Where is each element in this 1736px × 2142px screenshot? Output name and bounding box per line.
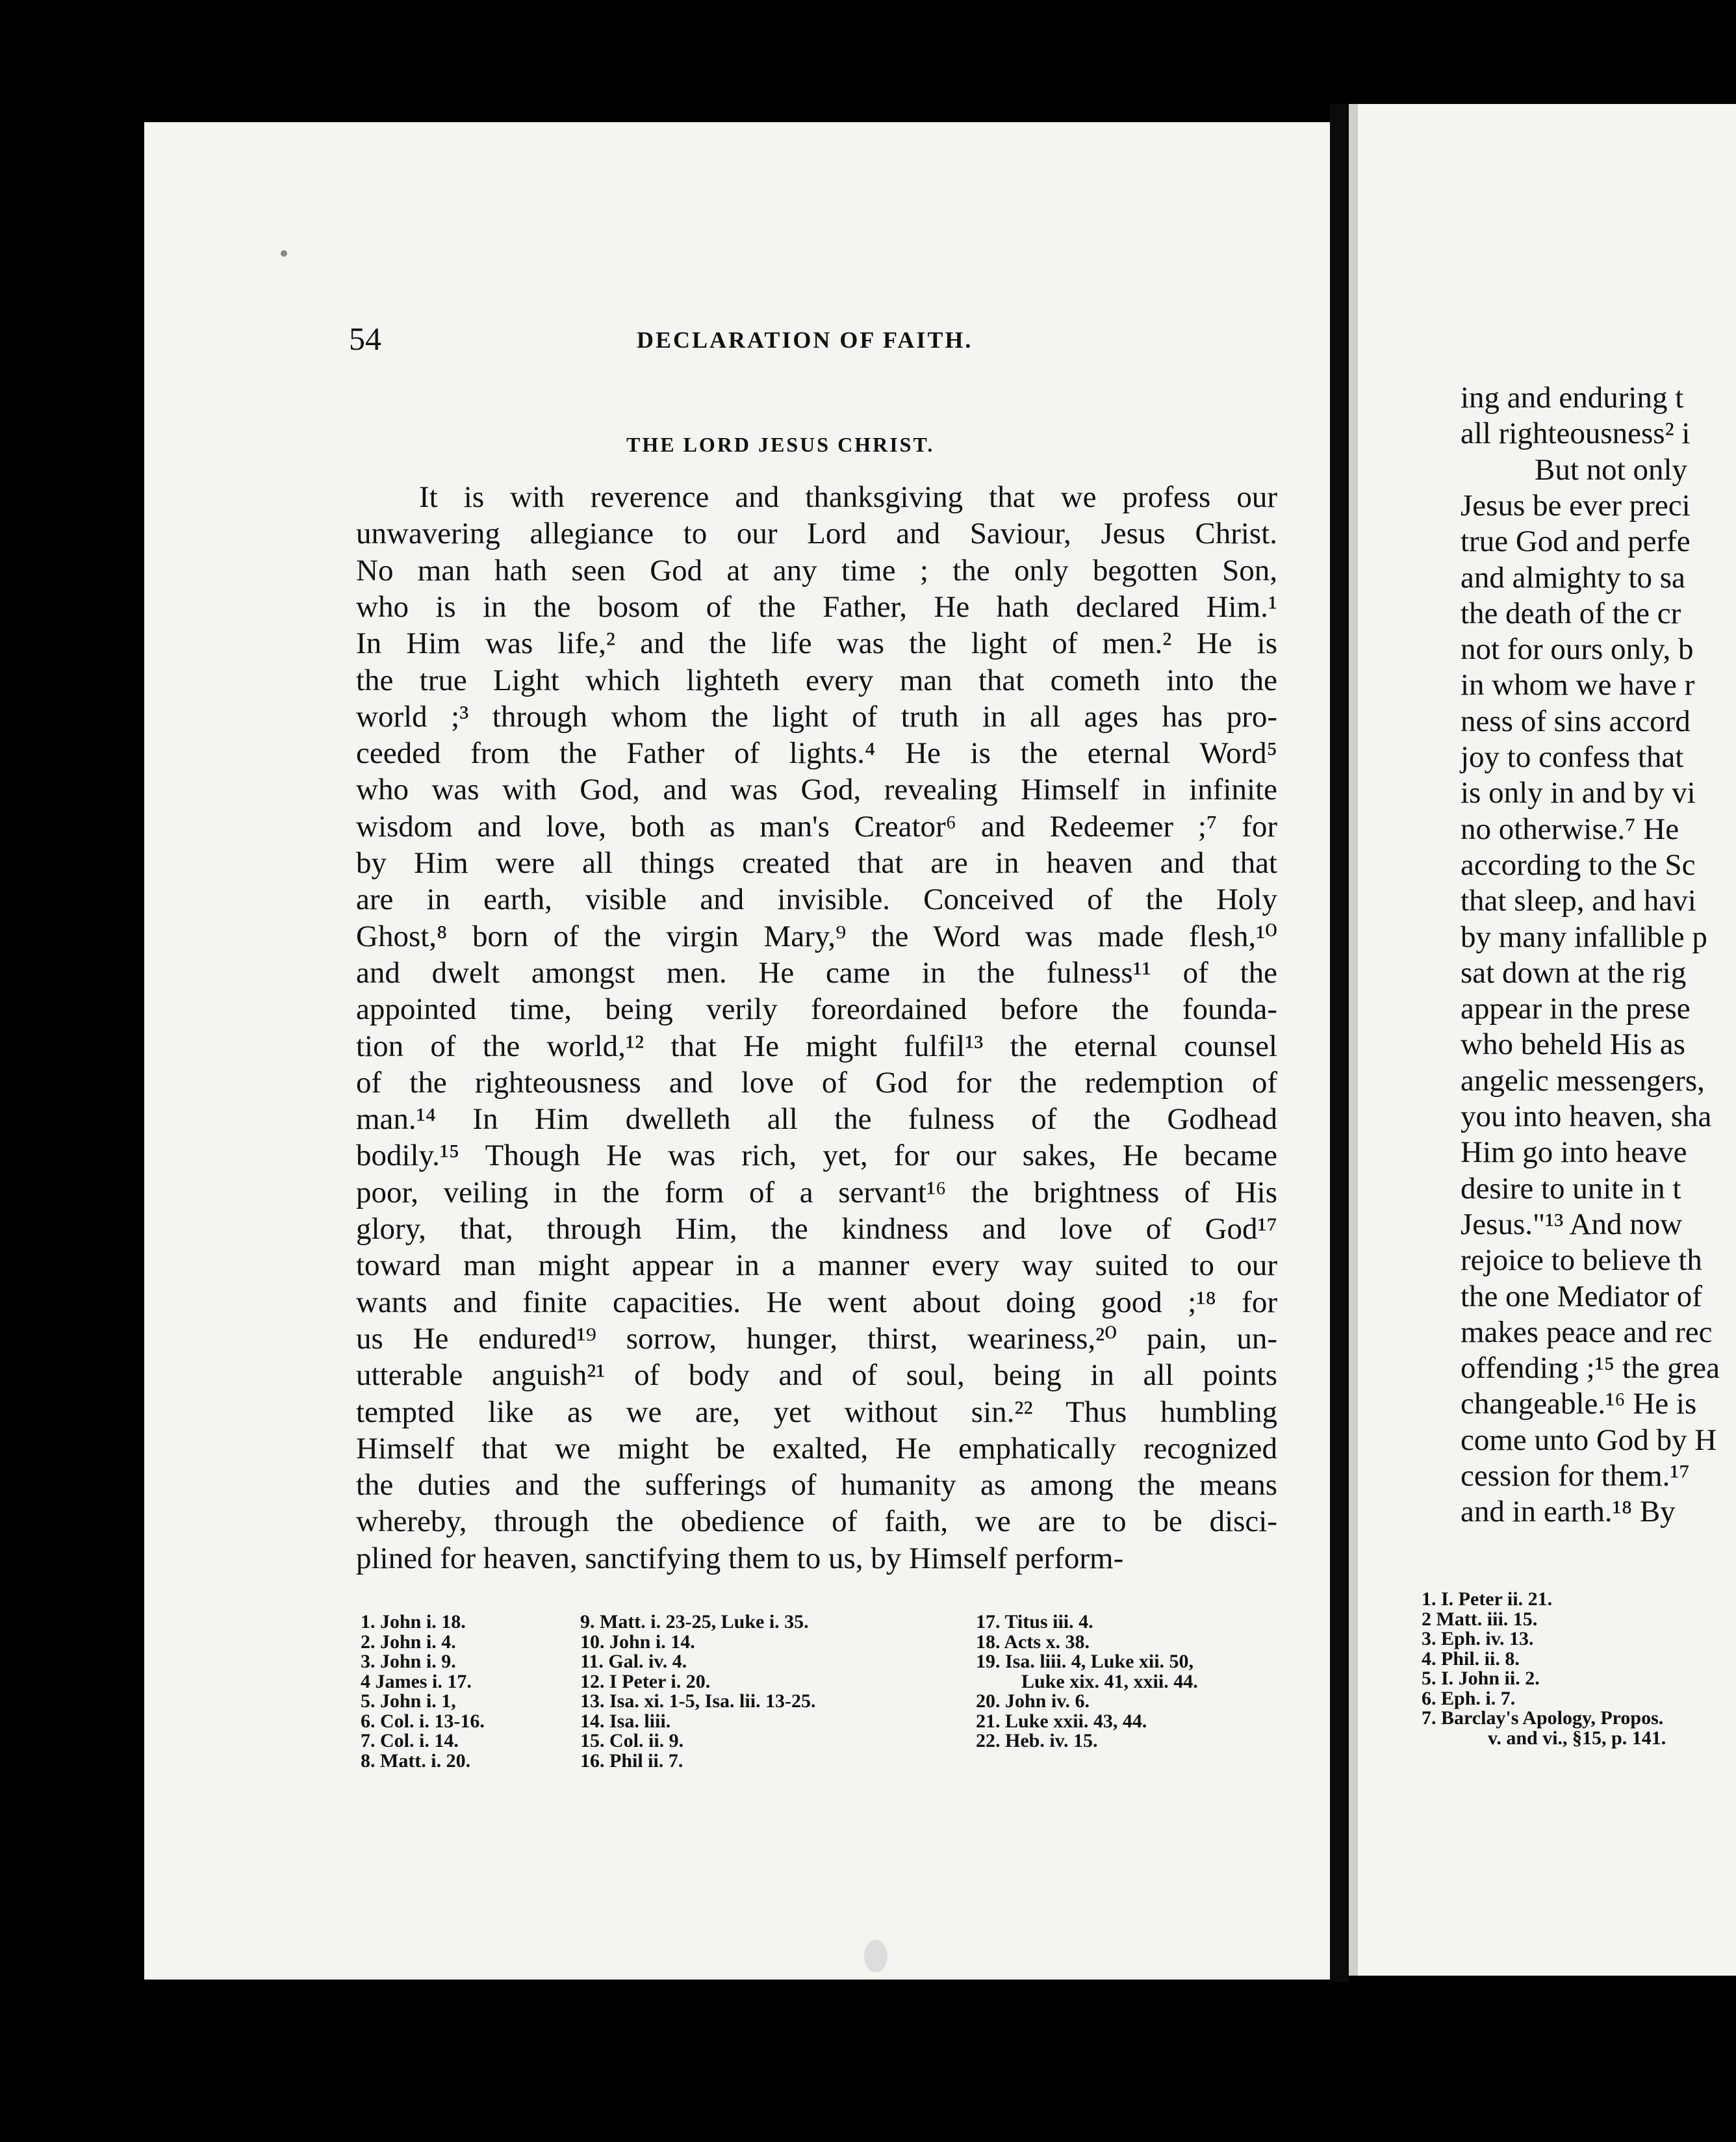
body-line: whereby, through the obedience of faith, we are to be disci- <box>356 1504 1277 1539</box>
body-line: not for ours only, b <box>1461 632 1694 667</box>
footnote: 7. Barclay's Apology, Propos. <box>1422 1707 1664 1729</box>
body-line: the death of the cr <box>1461 596 1681 630</box>
body-line: us He endured¹⁹ sorrow, hunger, thirst, weariness,²⁰ pain, un- <box>356 1321 1277 1356</box>
footnote: 2 Matt. iii. 15. <box>1422 1608 1538 1630</box>
page-edge-shadow <box>1349 104 1358 1976</box>
body-line: appointed time, being verily foreordained before the founda- <box>356 992 1277 1027</box>
body-line: joy to confess that <box>1461 740 1684 774</box>
body-line: man.¹⁴ In Him dwelleth all the fulness of the Godhead <box>356 1102 1277 1137</box>
footnote: 22. Heb. iv. 15. <box>976 1730 1098 1751</box>
footnote: 4. Phil. ii. 8. <box>1422 1647 1520 1670</box>
body-line: bodily.¹⁵ Though He was rich, yet, for our sakes, He became <box>356 1139 1277 1173</box>
footnote: Luke xix. 41, xxii. 44. <box>1021 1670 1198 1692</box>
body-line: no otherwise.⁷ He <box>1461 812 1679 846</box>
footnote: 19. Isa. liii. 4, Luke xii. 50, <box>976 1651 1194 1672</box>
body-line: wants and finite capacities. He went about doing good ;¹⁸ for <box>356 1285 1277 1319</box>
body-line: and dwelt amongst men. He came in the fulness¹¹ of the <box>356 955 1277 990</box>
body-line: come unto God by H <box>1461 1423 1717 1457</box>
body-line: toward man might appear in a manner every way suited to our <box>356 1248 1277 1283</box>
body-line: tion of the world,¹² that He might fulfil¹³ the eternal counsel <box>356 1029 1277 1063</box>
body-line: tempted like as we are, yet without sin.²² Thus humbling <box>356 1395 1277 1429</box>
footnote: 8. Matt. i. 20. <box>361 1749 471 1772</box>
body-line: who is in the bosom of the Father, He hath declared Him.¹ <box>356 589 1277 624</box>
footnote: 10. John i. 14. <box>580 1631 695 1653</box>
body-line: the true Light which lighteth every man that cometh into the <box>356 663 1277 697</box>
body-line: cession for them.¹⁷ <box>1461 1459 1690 1493</box>
body-line: true God and perfe <box>1461 524 1691 559</box>
footnote: 6. Eph. i. 7. <box>1422 1687 1516 1709</box>
body-line: and almighty to sa <box>1461 560 1685 595</box>
body-line: ing and enduring t <box>1461 381 1684 415</box>
footnote: 16. Phil ii. 7. <box>580 1749 683 1772</box>
footnote: 11. Gal. iv. 4. <box>580 1651 687 1672</box>
book-gutter <box>1330 104 1349 1982</box>
body-line: in whom we have r <box>1461 668 1695 703</box>
body-line: In Him was life,² and the life was the light of men.² He is <box>356 626 1277 661</box>
footnote: 21. Luke xxii. 43, 44. <box>976 1710 1147 1732</box>
body-line: poor, veiling in the form of a servant¹⁶ the brightness of His <box>356 1175 1277 1209</box>
body-line: of the righteousness and love of God for the redemption of <box>356 1065 1277 1100</box>
footnote: 9. Matt. i. 23-25, Luke i. 35. <box>580 1611 809 1632</box>
footnote: 3. Eph. iv. 13. <box>1422 1628 1534 1649</box>
body-line: Him go into heave <box>1461 1135 1687 1170</box>
body-line: all righteousness² i <box>1461 417 1691 451</box>
body-line: glory, that, through Him, the kindness and love of God¹⁷ <box>356 1212 1277 1246</box>
body-line: changeable.¹⁶ He is <box>1461 1387 1697 1421</box>
body-line: the duties and the sufferings of humanity as among the means <box>356 1468 1277 1503</box>
body-line: sat down at the rig <box>1461 955 1687 990</box>
body-line: makes peace and rec <box>1461 1315 1713 1349</box>
body-line: desire to unite in t <box>1461 1171 1681 1206</box>
footnote: 5. John i. 1, <box>361 1690 456 1712</box>
footnote: 14. Isa. liii. <box>580 1710 671 1732</box>
body-line: who was with God, and was God, revealing Himself in infinite <box>356 773 1277 807</box>
footnote: 20. John iv. 6. <box>976 1690 1090 1712</box>
body-line: Jesus."¹³ And now <box>1461 1207 1683 1241</box>
body-line: wisdom and love, both as man's Creator⁶ and Redeemer ;⁷ for <box>356 809 1277 844</box>
footnote: v. and vi., §15, p. 141. <box>1488 1727 1666 1749</box>
body-line: the one Mediator of <box>1461 1279 1702 1313</box>
body-line: No man hath seen God at any time ; the only begotten Son, <box>356 553 1277 587</box>
footnote: 3. John i. 9. <box>361 1651 456 1672</box>
body-line: by many infallible p <box>1461 920 1707 954</box>
body-line: who beheld His as <box>1461 1027 1685 1062</box>
body-line: But not only <box>1535 452 1688 487</box>
footnote: 4 James i. 17. <box>361 1670 472 1692</box>
body-line: according to the Sc <box>1461 847 1696 882</box>
footnote: 7. Col. i. 14. <box>361 1730 459 1751</box>
body-line: you into heaven, sha <box>1461 1100 1712 1133</box>
body-line: appear in the prese <box>1461 992 1691 1026</box>
body-line: Ghost,⁸ born of the virgin Mary,⁹ the Word was made flesh,¹⁰ <box>356 919 1277 953</box>
body-line: ness of sins accord <box>1461 704 1691 738</box>
body-line: rejoice to believe th <box>1461 1243 1702 1278</box>
footnote: 12. I Peter i. 20. <box>580 1670 711 1692</box>
footnote: 5. I. John ii. 2. <box>1422 1668 1540 1689</box>
footnote: 15. Col. ii. 9. <box>580 1730 684 1751</box>
body-line: Jesus be ever preci <box>1461 488 1691 523</box>
body-line: is only in and by vi <box>1461 776 1696 810</box>
footnote: 2. John i. 4. <box>361 1631 456 1653</box>
scan-speck <box>864 1940 887 1972</box>
page-number: 54 <box>349 320 381 357</box>
footnote: 13. Isa. xi. 1-5, Isa. lii. 13-25. <box>580 1690 816 1712</box>
body-line: angelic messengers, <box>1461 1063 1705 1098</box>
running-head: DECLARATION OF FAITH. <box>637 327 973 353</box>
footnote: 17. Titus iii. 4. <box>976 1611 1093 1632</box>
body-line: that sleep, and havi <box>1461 884 1696 918</box>
section-title: THE LORD JESUS CHRIST. <box>626 433 935 456</box>
footnote: 1. I. Peter ii. 21. <box>1422 1588 1553 1610</box>
body-line: are in earth, visible and invisible. Conceived of the Holy <box>356 883 1277 917</box>
body-line: It is with reverence and thanksgiving that we profess our <box>419 480 1277 514</box>
body-line: by Him were all things created that are in heaven and that <box>356 846 1277 880</box>
body-line: world ;³ through whom the light of truth in all ages has pro- <box>356 699 1277 734</box>
scan-speck <box>281 250 287 257</box>
body-line: ceeded from the Father of lights.⁴ He is the eternal Word⁵ <box>356 736 1277 771</box>
body-line: plined for heaven, sanctifying them to us, by Himself perform- <box>356 1541 1124 1575</box>
footnote: 6. Col. i. 13-16. <box>361 1710 485 1732</box>
footnote: 1. John i. 18. <box>361 1611 466 1632</box>
footnote: 18. Acts x. 38. <box>976 1631 1090 1653</box>
body-line: Himself that we might be exalted, He emphatically recognized <box>356 1431 1277 1465</box>
body-line: utterable anguish²¹ of body and of soul, being in all points <box>356 1358 1277 1393</box>
body-line: offending ;¹⁵ the grea <box>1461 1351 1720 1386</box>
body-line: and in earth.¹⁸ By <box>1461 1495 1676 1529</box>
body-line: unwavering allegiance to our Lord and Saviour, Jesus Christ. <box>356 517 1277 551</box>
